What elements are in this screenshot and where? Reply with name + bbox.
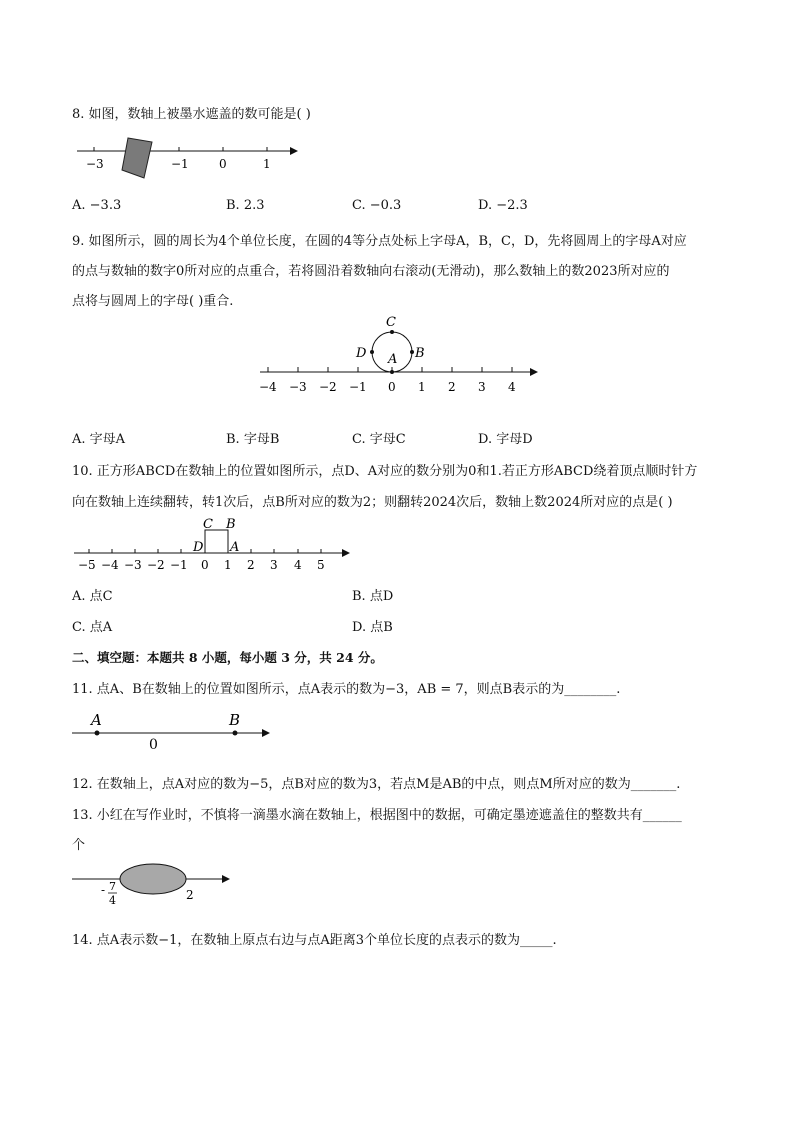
q10-stem-line-2: 向在数轴上连续翻转，转1次后，点B所对应的数为2；则翻转2024次后，数轴上数2024所对应的点是( ) bbox=[72, 495, 673, 510]
q10-stem-line-1: 10. 正方形ABCD在数轴上的位置如图所示，点D、A对应的数分别为0和1.若正方形ABCD绕着顶点顺时针方 bbox=[72, 464, 698, 479]
q9-tick-label: −2 bbox=[319, 380, 337, 394]
right-label: 2 bbox=[186, 888, 194, 902]
q9-option-a: A. 字母A bbox=[72, 432, 126, 447]
q10-tick-label: 4 bbox=[294, 558, 302, 572]
q10-tick-label: −5 bbox=[78, 558, 96, 572]
point-label-c: C bbox=[386, 315, 396, 330]
q13-stem-line-2: 个 bbox=[72, 838, 86, 853]
q9-tick-label: −1 bbox=[349, 380, 367, 394]
q9-tick-label: −3 bbox=[289, 380, 307, 394]
q10-tick-label: 2 bbox=[247, 558, 255, 572]
q8-option-b: B. 2.3 bbox=[226, 198, 265, 213]
q10-tick-label: −4 bbox=[101, 558, 119, 572]
q10-number-line bbox=[72, 515, 362, 575]
q8-option-c: C. −0.3 bbox=[352, 198, 402, 213]
q9-option-b: B. 字母B bbox=[226, 432, 280, 447]
point-label-a: A bbox=[91, 711, 102, 729]
q9-tick-label: 3 bbox=[478, 380, 486, 394]
q12-stem: 12. 在数轴上，点A对应的数为−5，点B对应的数为3，若点M是AB的中点，则点M所对应的数为_______. bbox=[72, 777, 681, 792]
q10-tick-label: 5 bbox=[317, 558, 325, 572]
q13-stem-line-1: 13. 小红在写作业时，不慎将一滴墨水滴在数轴上，根据图中的数据，可确定墨迹遮盖住的整数共有______ bbox=[72, 808, 682, 823]
zero-label: 0 bbox=[149, 737, 158, 753]
q9-tick-label: 0 bbox=[388, 380, 396, 394]
q10-tick-label: 0 bbox=[201, 558, 209, 572]
q8-tick-label: −1 bbox=[171, 157, 189, 171]
fraction-numerator: 7 bbox=[109, 880, 116, 893]
q13-number-line bbox=[72, 860, 242, 910]
point-label-d: D bbox=[193, 540, 204, 555]
q10-option-c: C. 点A bbox=[72, 620, 113, 635]
q8-tick-label: −3 bbox=[86, 157, 104, 171]
q8-option-a: A. −3.3 bbox=[72, 198, 122, 213]
q9-stem-line-2: 的点与数轴的数字0所对应的点重合，若将圆沿着数轴向右滚动(无滑动)，那么数轴上的数2023所对应的 bbox=[72, 264, 670, 279]
point-label-b: B bbox=[415, 346, 425, 361]
point-label-d: D bbox=[356, 346, 367, 361]
point-label-a: A bbox=[388, 352, 398, 367]
q9-stem-line-1: 9. 如图所示，圆的周长为4个单位长度，在圆的4等分点处标上字母A，B，C，D，先将圆周上的字母A对应 bbox=[72, 234, 687, 249]
q10-tick-label: 3 bbox=[270, 558, 278, 572]
q9-option-c: C. 字母C bbox=[352, 432, 406, 447]
minus-sign: - bbox=[101, 883, 106, 897]
ink-blot bbox=[120, 864, 186, 894]
q10-tick-label: −2 bbox=[147, 558, 165, 572]
q9-tick-label: 2 bbox=[448, 380, 456, 394]
q14-stem: 14. 点A表示数−1，在数轴上原点右边与点A距离3个单位长度的点表示的数为_____. bbox=[72, 933, 557, 948]
q9-tick-label: −4 bbox=[259, 380, 277, 394]
q8-stem: 8. 如图，数轴上被墨水遮盖的数可能是( ) bbox=[72, 107, 311, 122]
q10-option-b: B. 点D bbox=[352, 589, 394, 604]
q9-number-line bbox=[255, 315, 545, 395]
q11-stem: 11. 点A、B在数轴上的位置如图所示，点A表示的数为−3，AB = 7，则点B表示的为________. bbox=[72, 682, 621, 697]
ink-blot bbox=[122, 138, 152, 178]
square-abcd bbox=[205, 530, 228, 553]
q11-number-line bbox=[72, 710, 282, 755]
point-label-b: B bbox=[229, 711, 241, 729]
q10-tick-label: 1 bbox=[224, 558, 232, 572]
q9-tick-label: 1 bbox=[418, 380, 426, 394]
q8-tick-label: 0 bbox=[219, 157, 227, 171]
q8-option-d: D. −2.3 bbox=[478, 198, 528, 213]
point-label-c: C bbox=[203, 517, 213, 532]
q9-tick-label: 4 bbox=[508, 380, 516, 394]
q9-option-d: D. 字母D bbox=[478, 432, 533, 447]
q10-option-a: A. 点C bbox=[72, 589, 113, 604]
q9-stem-line-3: 点将与圆周上的字母( )重合. bbox=[72, 294, 234, 309]
fraction-denominator: 4 bbox=[109, 894, 116, 907]
point-label-a: A bbox=[230, 540, 240, 555]
q8-tick-label: 1 bbox=[263, 157, 271, 171]
q8-number-line bbox=[72, 130, 302, 175]
q10-tick-label: −1 bbox=[170, 558, 188, 572]
q10-option-d: D. 点B bbox=[352, 620, 393, 635]
point-label-b: B bbox=[226, 517, 236, 532]
q10-tick-label: −3 bbox=[124, 558, 142, 572]
section-header: 二、填空题：本题共 8 小题，每小题 3 分，共 24 分。 bbox=[72, 650, 383, 665]
